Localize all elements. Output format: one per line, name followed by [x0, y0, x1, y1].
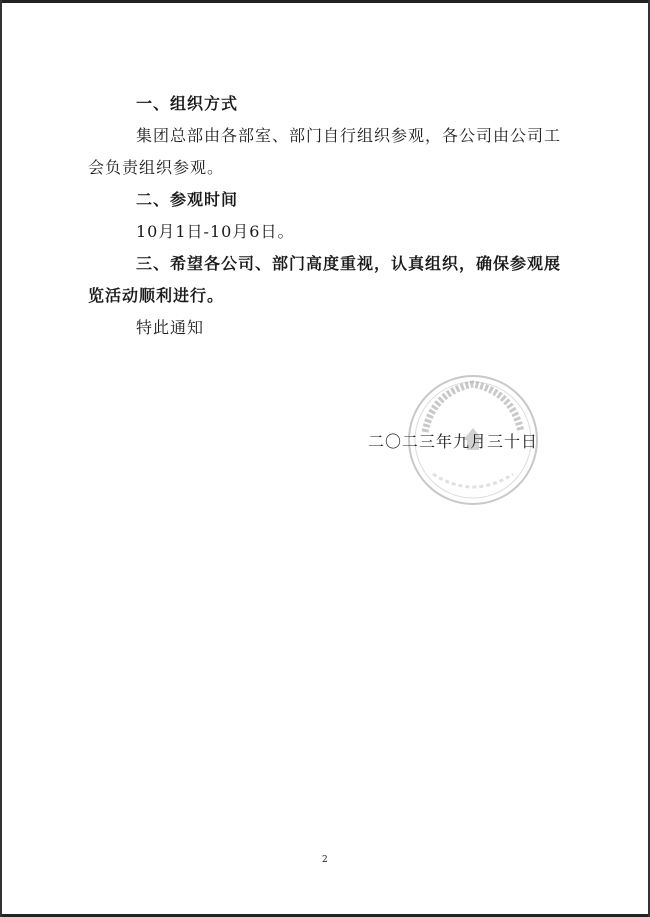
section2-body: 10月1日-10月6日。: [136, 222, 295, 241]
scan-edge-left: [0, 0, 2, 917]
page-number: 2: [322, 855, 328, 865]
section1-body-line1: 集团总部由各部室、部门自行组织参观，各公司由公司工: [136, 126, 562, 145]
section1-heading: 一、组织方式: [136, 94, 239, 113]
section2-heading: 二、参观时间: [136, 190, 239, 209]
section3-line1: 三、希望各公司、部门高度重视，认真组织，确保参观展: [136, 254, 562, 273]
scan-edge-top: [0, 0, 650, 3]
section1-body-line2: 会负责组织参观。: [88, 158, 225, 177]
closing-text: 特此通知: [136, 318, 205, 337]
section3-line2: 览活动顺利进行。: [88, 286, 225, 305]
issue-date: 二〇二三年九月三十日: [368, 432, 539, 451]
